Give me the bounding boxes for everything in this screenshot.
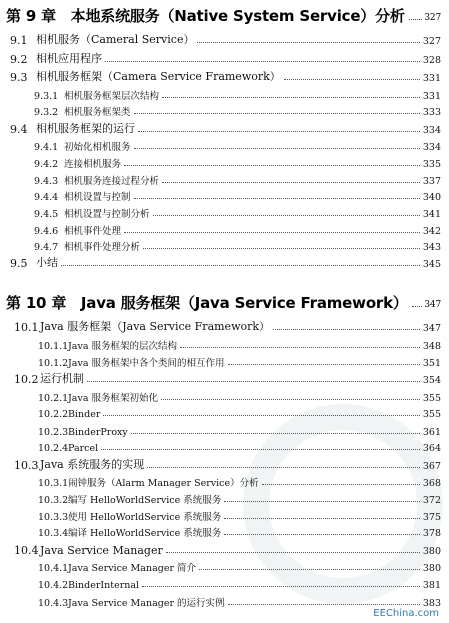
entry-title: BinderInternal — [68, 580, 140, 591]
leader-dots — [103, 415, 419, 416]
entry-page: 368 — [422, 478, 441, 489]
leader-dots — [224, 518, 420, 519]
toc-subsection-entry — [38, 508, 441, 523]
leader-dots — [134, 113, 420, 114]
toc-subsection-entry — [38, 491, 441, 506]
entry-number: 10.4.1 — [38, 563, 69, 574]
entry-title: 使用 HelloWorldService 系统服务 — [68, 512, 222, 523]
entry-number: 10.3 — [14, 459, 39, 472]
entry-number: 10.1.2 — [38, 358, 69, 369]
entry-page: 383 — [422, 598, 441, 609]
entry-title: 编写 HelloWorldService 系统服务 — [68, 495, 222, 506]
leader-dots — [142, 586, 420, 587]
entry-number: 10.2.4 — [38, 443, 69, 454]
toc-subsection-entry — [38, 405, 441, 420]
entry-number: 9.2 — [10, 53, 28, 66]
entry-number: 9.4.4 — [34, 192, 59, 203]
entry-title: 相机服务（Cameral Service） — [36, 33, 195, 46]
leader-dots — [124, 232, 420, 233]
toc-subsection-entry — [38, 439, 441, 454]
entry-number: 9.4.6 — [34, 226, 59, 237]
leader-dots — [143, 248, 420, 249]
entry-page: 380 — [422, 563, 441, 574]
entry-title: 相机设置与控制 — [64, 192, 131, 203]
entry-page: 378 — [422, 528, 441, 539]
entry-title: 相机应用程序 — [36, 52, 102, 65]
entry-number: 9.4.7 — [34, 242, 59, 253]
entry-title: 相机服务框架（Camera Service Framework） — [36, 70, 281, 83]
leader-dots — [412, 306, 423, 307]
entry-page: 337 — [422, 176, 441, 187]
entry-page: 351 — [422, 358, 441, 369]
entry-page: 381 — [422, 580, 441, 591]
toc-subsection-entry — [38, 354, 441, 369]
toc-section-entry — [10, 51, 441, 66]
entry-number: 9.4.3 — [34, 176, 59, 187]
leader-dots — [409, 19, 423, 20]
leader-dots — [138, 131, 420, 132]
entry-number: 10.4.2 — [38, 580, 69, 591]
entry-number: 10.3.3 — [38, 512, 69, 523]
leader-dots — [101, 449, 420, 450]
toc-subsection-entry — [34, 87, 441, 102]
entry-number: 10.2 — [14, 373, 39, 386]
entry-page: 354 — [422, 375, 441, 386]
entry-page: 340 — [422, 192, 441, 203]
entry-title: 相机事件处理分析 — [64, 242, 141, 253]
toc-section-entry — [10, 121, 441, 136]
toc-subsection-entry — [38, 423, 441, 438]
leader-dots — [228, 364, 420, 365]
leader-dots — [166, 552, 420, 553]
leader-dots — [131, 433, 420, 434]
toc-subsection-entry — [38, 576, 441, 591]
entry-page: 367 — [422, 461, 441, 472]
leader-dots — [61, 265, 420, 266]
entry-page: 364 — [422, 443, 441, 454]
entry-page: 328 — [422, 55, 441, 66]
entry-title: Java 服务框架中各个类间的相互作用 — [68, 358, 225, 369]
entry-page: 327 — [422, 36, 441, 47]
leader-dots — [134, 148, 420, 149]
entry-number: 10.2.2 — [38, 409, 69, 420]
leader-dots — [224, 534, 420, 535]
entry-title: Java Service Manager 简介 — [68, 563, 196, 574]
toc-subsection-entry — [38, 474, 441, 489]
toc-section-entry — [10, 69, 441, 84]
toc-section-entry — [14, 319, 441, 334]
entry-title: 闹钟服务（Alarm Manager Service）分析 — [68, 478, 259, 489]
entry-page: 375 — [422, 512, 441, 523]
entry-page: 348 — [422, 341, 441, 352]
leader-dots — [284, 79, 420, 80]
entry-title: 相机设置与控制分析 — [64, 209, 150, 220]
entry-page: 331 — [422, 91, 441, 102]
entry-title: 初始化相机服务 — [64, 142, 131, 153]
toc-subsection-entry — [34, 238, 441, 253]
entry-number: 10.2.3 — [38, 427, 69, 438]
toc-subsection-entry — [38, 524, 441, 539]
entry-page: 355 — [422, 393, 441, 404]
entry-page: 334 — [422, 142, 441, 153]
entry-title: 运行机制 — [40, 372, 84, 385]
entry-page: 342 — [422, 226, 441, 237]
leader-dots — [134, 198, 420, 199]
leader-dots — [147, 467, 420, 468]
entry-number: 10.1 — [14, 321, 39, 334]
entry-title: Parcel — [68, 443, 99, 454]
toc-section-entry — [14, 457, 441, 472]
entry-number: 10.3.1 — [38, 478, 69, 489]
entry-title: Java Service Manager — [40, 544, 163, 557]
entry-title: 相机服务框架的运行 — [36, 122, 135, 135]
entry-page: 380 — [422, 546, 441, 557]
entry-page: 355 — [422, 409, 441, 420]
chapter-9-heading — [6, 4, 441, 26]
toc-section-entry — [14, 371, 441, 386]
entry-title: Java 服务框架的层次结构 — [68, 341, 178, 352]
entry-title: 连接相机服务 — [64, 159, 122, 170]
chapter-10-page: 347 — [424, 300, 441, 310]
toc-subsection-entry — [38, 337, 441, 352]
entry-number: 9.5 — [10, 257, 28, 270]
entry-page: 335 — [422, 159, 441, 170]
entry-title: 相机事件处理 — [64, 226, 122, 237]
chapter-10-title: 第 10 章 Java 服务框架（Java Service Framework） — [6, 294, 408, 312]
entry-title: 相机服务框架类 — [64, 107, 131, 118]
entry-page: 334 — [422, 125, 441, 136]
leader-dots — [105, 61, 420, 62]
leader-dots — [228, 604, 420, 605]
leader-dots — [124, 165, 420, 166]
leader-dots — [162, 182, 420, 183]
entry-number: 9.3.1 — [34, 91, 59, 102]
leader-dots — [153, 215, 420, 216]
entry-title: Java 服务框架（Java Service Framework） — [40, 320, 271, 333]
toc-subsection-entry — [38, 559, 441, 574]
chapter-9-page: 327 — [424, 13, 441, 23]
toc-subsection-entry — [38, 594, 441, 609]
entry-page: 341 — [422, 209, 441, 220]
entry-page: 333 — [422, 107, 441, 118]
entry-number: 10.4.3 — [38, 598, 69, 609]
entry-number: 10.4 — [14, 544, 39, 557]
entry-number: 9.4 — [10, 123, 28, 136]
toc-section-entry — [14, 542, 441, 557]
toc-section-entry — [10, 255, 441, 270]
leader-dots — [162, 97, 420, 98]
entry-number: 10.3.4 — [38, 528, 69, 539]
entry-title: Java 服务框架初始化 — [68, 393, 159, 404]
entry-title: Java 系统服务的实现 — [40, 458, 145, 471]
brand-watermark: EEChina.com — [373, 608, 439, 619]
entry-number: 9.4.1 — [34, 142, 59, 153]
entry-title: 相机服务连接过程分析 — [64, 176, 160, 187]
entry-number: 10.1.1 — [38, 341, 69, 352]
entry-page: 361 — [422, 427, 441, 438]
toc-subsection-entry — [34, 155, 441, 170]
entry-page: 331 — [422, 73, 441, 84]
entry-page: 345 — [422, 259, 441, 270]
entry-title: 相机服务框架层次结构 — [64, 91, 160, 102]
entry-page: 372 — [422, 495, 441, 506]
leader-dots — [197, 42, 419, 43]
entry-title: 编译 HelloWorldService 系统服务 — [68, 528, 222, 539]
toc-subsection-entry — [34, 138, 441, 153]
chapter-10-heading — [6, 291, 441, 313]
leader-dots — [273, 329, 420, 330]
entry-title: Binder — [68, 409, 101, 420]
entry-title: 小结 — [36, 256, 58, 269]
entry-number: 9.3.2 — [34, 107, 59, 118]
leader-dots — [262, 484, 420, 485]
leader-dots — [87, 381, 420, 382]
entry-title: Java Service Manager 的运行实例 — [68, 598, 225, 609]
chapter-9-title: 第 9 章 本地系统服务（Native System Service）分析 — [6, 7, 405, 25]
leader-dots — [224, 501, 420, 502]
toc-section-entry — [10, 32, 441, 47]
toc-subsection-entry — [34, 205, 441, 220]
entry-number: 9.4.5 — [34, 209, 59, 220]
entry-page: 343 — [422, 242, 441, 253]
leader-dots — [161, 399, 420, 400]
toc-subsection-entry — [34, 188, 441, 203]
entry-number: 9.3 — [10, 71, 28, 84]
entry-number: 9.1 — [10, 34, 28, 47]
entry-title: BinderProxy — [68, 427, 128, 438]
leader-dots — [180, 347, 420, 348]
toc-subsection-entry — [38, 389, 441, 404]
entry-number: 9.4.2 — [34, 159, 59, 170]
toc-subsection-entry — [34, 103, 441, 118]
entry-page: 347 — [422, 323, 441, 334]
toc-subsection-entry — [34, 172, 441, 187]
toc-subsection-entry — [34, 222, 441, 237]
leader-dots — [199, 569, 420, 570]
entry-number: 10.3.2 — [38, 495, 69, 506]
entry-number: 10.2.1 — [38, 393, 69, 404]
